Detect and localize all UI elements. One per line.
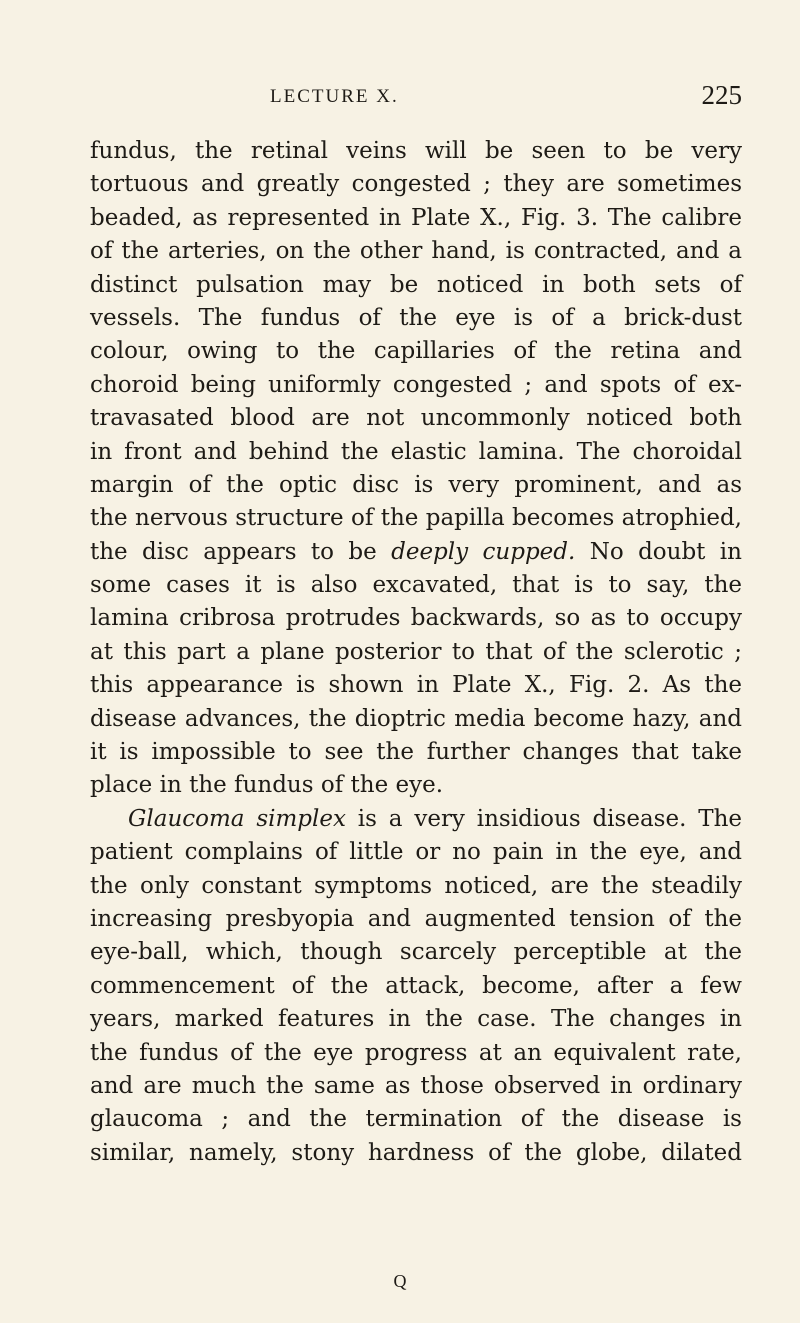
text-line: tortuous and greatly congested ; they are sometimes	[90, 171, 742, 198]
text-line: and are much the same as those observed in ordinary	[90, 1072, 742, 1099]
text-line: eye-ball, which, though scarcely perceptible at the	[90, 939, 742, 966]
text-segment: the disc appears to be	[90, 538, 392, 565]
text-line: disease advances, the dioptric media become hazy, and	[90, 705, 742, 732]
italic-phrase: Glaucoma simplex	[128, 805, 346, 832]
italic-phrase: deeply cupped.	[391, 538, 576, 565]
body-text	[90, 135, 742, 1170]
text-line: similar, namely, stony hardness of the globe, dilated	[90, 1139, 742, 1166]
text-line: the nervous structure of the papilla becomes atrophied,	[90, 505, 742, 532]
text-line: place in the fundus of the eye.	[90, 772, 444, 799]
text-line: it is impossible to see the further changes that take	[90, 739, 742, 766]
text-line: colour, owing to the capillaries of the retina and	[90, 338, 742, 365]
running-title: LECTURE X.	[270, 86, 399, 107]
text-segment: No doubt in	[575, 538, 742, 565]
text-line: margin of the optic disc is very prominent, and as	[90, 471, 742, 498]
text-line: beaded, as represented in Plate X., Fig. 3. The calibre	[90, 204, 742, 231]
text-line: of the arteries, on the other hand, is contracted, and a	[90, 238, 742, 265]
text-line: the fundus of the eye progress at an equivalent rate,	[90, 1039, 742, 1066]
text-line: years, marked features in the case. The changes in	[90, 1006, 742, 1033]
text-line: lamina cribrosa protrudes backwards, so as to occupy	[90, 605, 742, 632]
text-line: vessels. The fundus of the eye is of a brick-dust	[90, 304, 742, 331]
text-line	[90, 803, 742, 836]
running-head	[90, 80, 742, 114]
text-line: the only constant symptoms noticed, are the steadily	[90, 872, 742, 899]
page-number: 225	[701, 80, 742, 110]
text-line: fundus, the retinal veins will be seen to be very	[90, 138, 742, 164]
text-segment: is a very insidious disease. The	[345, 805, 742, 832]
text-line: increasing presbyopia and augmented tension of the	[90, 905, 742, 932]
text-line: choroid being uniformly congested ; and spots of ex-	[90, 371, 742, 398]
signature-mark: Q	[393, 1271, 407, 1291]
text-line: commencement of the attack, become, after a few	[90, 972, 742, 999]
text-line: this appearance is shown in Plate X., Fig. 2. As the	[90, 672, 742, 699]
text-line	[90, 536, 742, 569]
text-line: travasated blood are not uncommonly noticed both	[90, 405, 742, 432]
text-line: patient complains of little or no pain in the eye, and	[90, 839, 742, 866]
text-line: at this part a plane posterior to that of the sclerotic ;	[90, 638, 742, 665]
text-line: distinct pulsation may be noticed in both sets of	[90, 271, 742, 298]
text-line: glaucoma ; and the termination of the disease is	[90, 1106, 742, 1133]
text-line: in front and behind the elastic lamina. The choroidal	[90, 438, 742, 465]
text-line: some cases it is also excavated, that is to say, the	[90, 572, 742, 599]
